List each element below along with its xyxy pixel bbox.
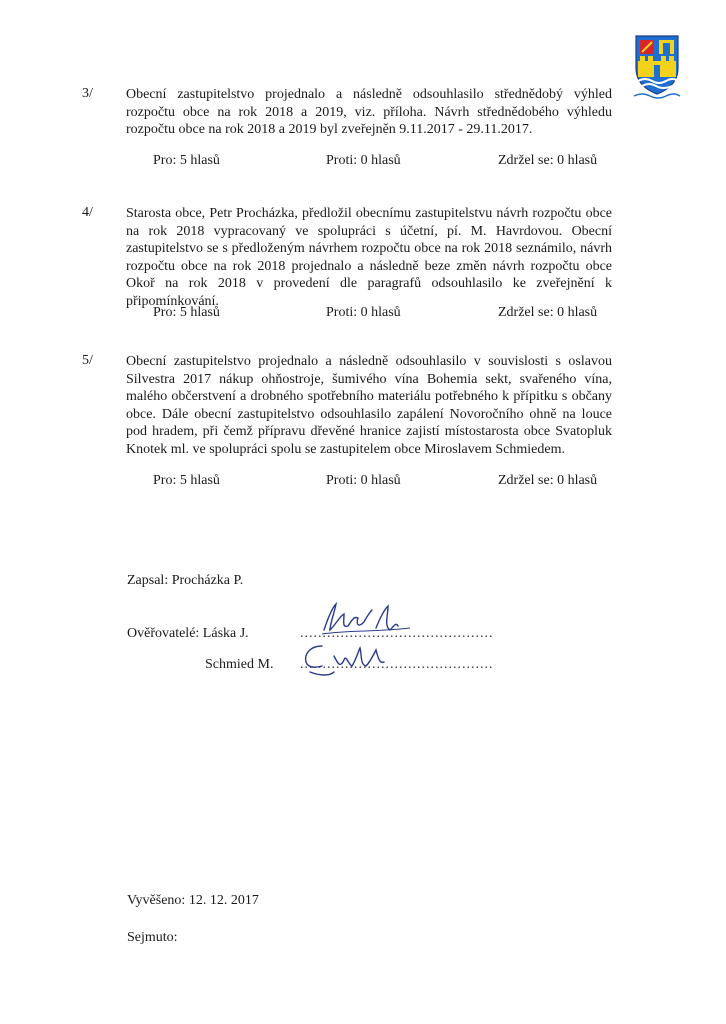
votes-against: Proti: 0 hlasů [326, 305, 401, 320]
votes-for: Pro: 5 hlasů [153, 305, 220, 320]
votes-for: Pro: 5 hlasů [153, 473, 220, 488]
removed-date: Sejmuto: [127, 930, 178, 945]
signature-line-1: ........................................... [300, 626, 494, 641]
votes-abstain: Zdržel se: 0 hlasů [498, 473, 598, 488]
posted-date: Vyvěšeno: 12. 12. 2017 [127, 893, 259, 908]
verifiers-label: Ověřovatelé: Láska J. [127, 626, 249, 641]
agenda-item-4 [82, 205, 642, 309]
vote-result-5 [153, 473, 623, 491]
recorded-by: Zapsal: Procházka P. [127, 573, 244, 588]
votes-abstain: Zdržel se: 0 hlasů [498, 305, 598, 320]
item-text: Obecní zastupitelstvo projednalo a následně odsouhlasilo střednědobý výhled rozpočtu obce na rok 2018 a 2019, viz. příloha. Návrh střednědobého výhledu rozpočtu obce na rok 2018 a 2019 byl zveřejněn 9.11.2017 - 29.11.2017. [126, 87, 612, 137]
signature-line-2: ........................................... [300, 657, 494, 672]
item-number: 5/ [82, 353, 93, 368]
item-text: Starosta obce, Petr Procházka, předložil obecnímu zastupitelstvu návrh rozpočtu obce na rok 2018 vypracovaný ve spolupráci s účetní, pí. M. Havrdovou. Obecní zastupitelstvo se s předloženým návrhem rozpočtu obce na rok 2018 seznámilo, návrh rozpočtu obce na rok 2018 projednalo a následně beze změn návrh rozpočtu obce Okoř na rok 2018 v provedení dle paragrafů odsouhlasilo ke zveřejnění k připomínkování. [126, 206, 612, 309]
item-number: 4/ [82, 205, 93, 220]
verifier-second: Schmied M. [205, 657, 274, 672]
item-number: 3/ [82, 86, 93, 101]
votes-against: Proti: 0 hlasů [326, 473, 401, 488]
votes-for: Pro: 5 hlasů [153, 153, 220, 168]
item-text: Obecní zastupitelstvo projednalo a následně odsouhlasilo v souvislosti s oslavou Silvestra 2017 nákup ohňostroje, šumivého vína Bohemia sekt, svařeného vína, malého občerstvení a drobného spotřebního materiálu potřebného k přípitku s občany obce. Dále obecní zastupitelstvo odsouhlasilo zapálení Novoročního ohně na louce pod hradem, při čemž přípravu dřevěné hranice zajistí místostarosta obce Svatopluk Knotek ml. ve spolupráci spolu se zastupitelem obce Miroslavem Schmiedem. [126, 354, 612, 457]
agenda-item-3 [82, 86, 642, 146]
vote-result-4 [153, 305, 623, 323]
votes-abstain: Zdržel se: 0 hlasů [498, 153, 598, 168]
votes-against: Proti: 0 hlasů [326, 153, 401, 168]
signature-schmied [300, 636, 400, 680]
agenda-item-5 [82, 353, 642, 463]
vote-result-3 [153, 153, 623, 171]
